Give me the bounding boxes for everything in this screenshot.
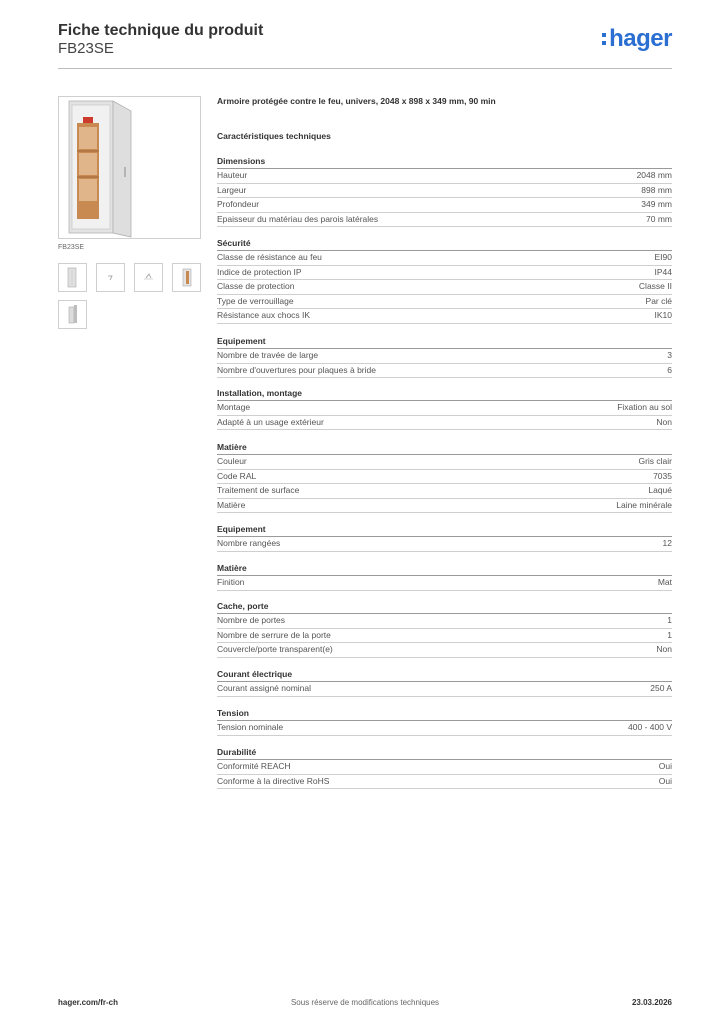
spec-section [217,386,672,430]
thumbnail-5[interactable] [58,300,87,329]
spec-value: 1 [667,615,672,625]
spec-label: Montage [217,402,251,412]
spec-value: 898 mm [641,184,672,195]
spec-section [217,745,672,789]
spec-row [217,576,672,591]
spec-label: Largeur [217,184,247,195]
spec-section [217,706,672,736]
spec-section [217,522,672,552]
spec-row [217,401,672,416]
spec-label: Matière [217,499,246,510]
product-image[interactable] [58,96,201,239]
spec-row [217,499,672,514]
spec-value: Mat [657,577,672,587]
spec-label: Traitement de surface [217,485,300,496]
spec-label: Résistance aux chocs IK [217,310,311,321]
spec-value: 6 [667,364,672,375]
spec-row [217,169,672,184]
spec-value: IP44 [654,266,672,277]
panel-thumbnail-icon [59,301,86,328]
footer-note: Sous réserve de modifications techniques [290,998,440,1007]
spec-value: Laine minérale [616,499,672,510]
spec-row [217,266,672,281]
spec-label: Profondeur [217,199,260,210]
thumbnail-2[interactable] [96,263,125,292]
spec-value: Laqué [648,485,672,496]
spec-section [217,561,672,591]
logo-dots-icon [602,33,606,45]
spec-section-heading: Matière [217,440,672,455]
spec-value: 349 mm [641,199,672,210]
spec-row [217,629,672,644]
spec-label: Code RAL [217,470,257,481]
image-caption: FB23SE [58,244,85,251]
spec-label: Hauteur [217,170,248,180]
spec-section [217,154,672,227]
spec-value: Oui [658,775,672,786]
accessory-thumbnail-icon [135,264,162,291]
spec-section-heading: Tension [217,706,672,721]
spec-value: Par clé [645,295,672,306]
spec-label: Adapté à un usage extérieur [217,416,324,427]
spec-value: Fixation au sol [617,402,672,412]
spec-section-heading: Equipement [217,334,672,349]
header-divider [58,68,672,69]
spec-label: Classe de protection [217,281,295,292]
spec-value: 400 - 400 V [628,722,672,732]
spec-row [217,484,672,499]
spec-section-heading: Sécurité [217,236,672,251]
spec-section-heading: Equipement [217,522,672,537]
cabinet-image-icon [59,97,200,238]
spec-section [217,236,672,324]
spec-value: EI90 [654,252,672,262]
spec-label: Nombre d'ouvertures pour plaques à bride [217,364,376,375]
spec-label: Courant assigné nominal [217,683,312,693]
spec-label: Couleur [217,456,247,466]
spec-section [217,334,672,378]
spec-row [217,349,672,364]
spec-row [217,251,672,266]
spec-label: Couvercle/porte transparent(e) [217,644,333,655]
spec-row [217,537,672,552]
hager-logo [602,26,672,52]
spec-label: Nombre de travée de large [217,350,319,360]
spec-label: Indice de protection IP [217,266,302,277]
spec-value: 70 mm [646,213,672,224]
spec-section-heading: Durabilité [217,745,672,760]
thumbnail-4[interactable] [172,263,201,292]
spec-label: Tension nominale [217,722,284,732]
spec-row [217,760,672,775]
spec-label: Type de verrouillage [217,295,294,306]
spec-row [217,455,672,470]
spec-section [217,667,672,697]
spec-row [217,295,672,310]
document-title: Fiche technique du produit [58,22,264,39]
spec-value: Gris clair [638,456,672,466]
thumbnail-1[interactable] [58,263,87,292]
spec-row [217,643,672,658]
spec-label: Epaisseur du matériau des parois latérales [217,213,379,224]
spec-label: Finition [217,577,245,587]
spec-value: Oui [658,761,672,771]
spec-label: Nombre de serrure de la porte [217,629,331,640]
spec-label: Nombre rangées [217,538,281,548]
spec-section-heading: Cache, porte [217,599,672,614]
spec-value: 12 [662,538,672,548]
spec-value: Non [656,644,672,655]
spec-row [217,184,672,199]
product-description: Armoire protégée contre le feu, univers, 2048 x 898 x 349 mm, 90 min [217,96,496,106]
spec-row [217,280,672,295]
spec-row [217,470,672,485]
spec-value: 1 [667,629,672,640]
logo-text: hager [609,25,672,52]
spec-label: Classe de résistance au feu [217,252,322,262]
product-reference: FB23SE [58,40,114,57]
spec-row [217,721,672,736]
spec-value: 2048 mm [636,170,672,180]
spec-row [217,364,672,379]
spec-value: Non [656,416,672,427]
cabinet-thumbnail-icon [59,264,86,291]
spec-section-heading: Matière [217,561,672,576]
spec-value: 7035 [653,470,672,481]
detail-thumbnail-icon [97,264,124,291]
spec-label: Conforme à la directive RoHS [217,775,330,786]
spec-row [217,614,672,629]
page-header [58,20,672,70]
spec-section-heading: Courant électrique [217,667,672,682]
thumbnail-3[interactable] [134,263,163,292]
spec-row [217,213,672,228]
spec-row [217,775,672,790]
footer-url-link[interactable]: hager.com/fr-ch [58,998,119,1007]
spec-label: Nombre de portes [217,615,286,625]
spec-value: 250 A [650,683,672,693]
spec-row [217,682,672,697]
spec-section [217,599,672,658]
spec-row [217,309,672,324]
page-footer [58,998,672,1012]
spec-section-heading: Installation, montage [217,386,672,401]
spec-section [217,440,672,513]
technical-characteristics-title: Caractéristiques techniques [217,131,331,141]
spec-value: Classe II [638,281,672,292]
spec-row [217,198,672,213]
spec-value: IK10 [654,310,672,321]
footer-date: 23.03.2026 [631,998,672,1007]
spec-row [217,416,672,431]
side-thumbnail-icon [173,264,200,291]
spec-section-heading: Dimensions [217,154,672,169]
spec-value: 3 [667,350,672,360]
spec-label: Conformité REACH [217,761,291,771]
